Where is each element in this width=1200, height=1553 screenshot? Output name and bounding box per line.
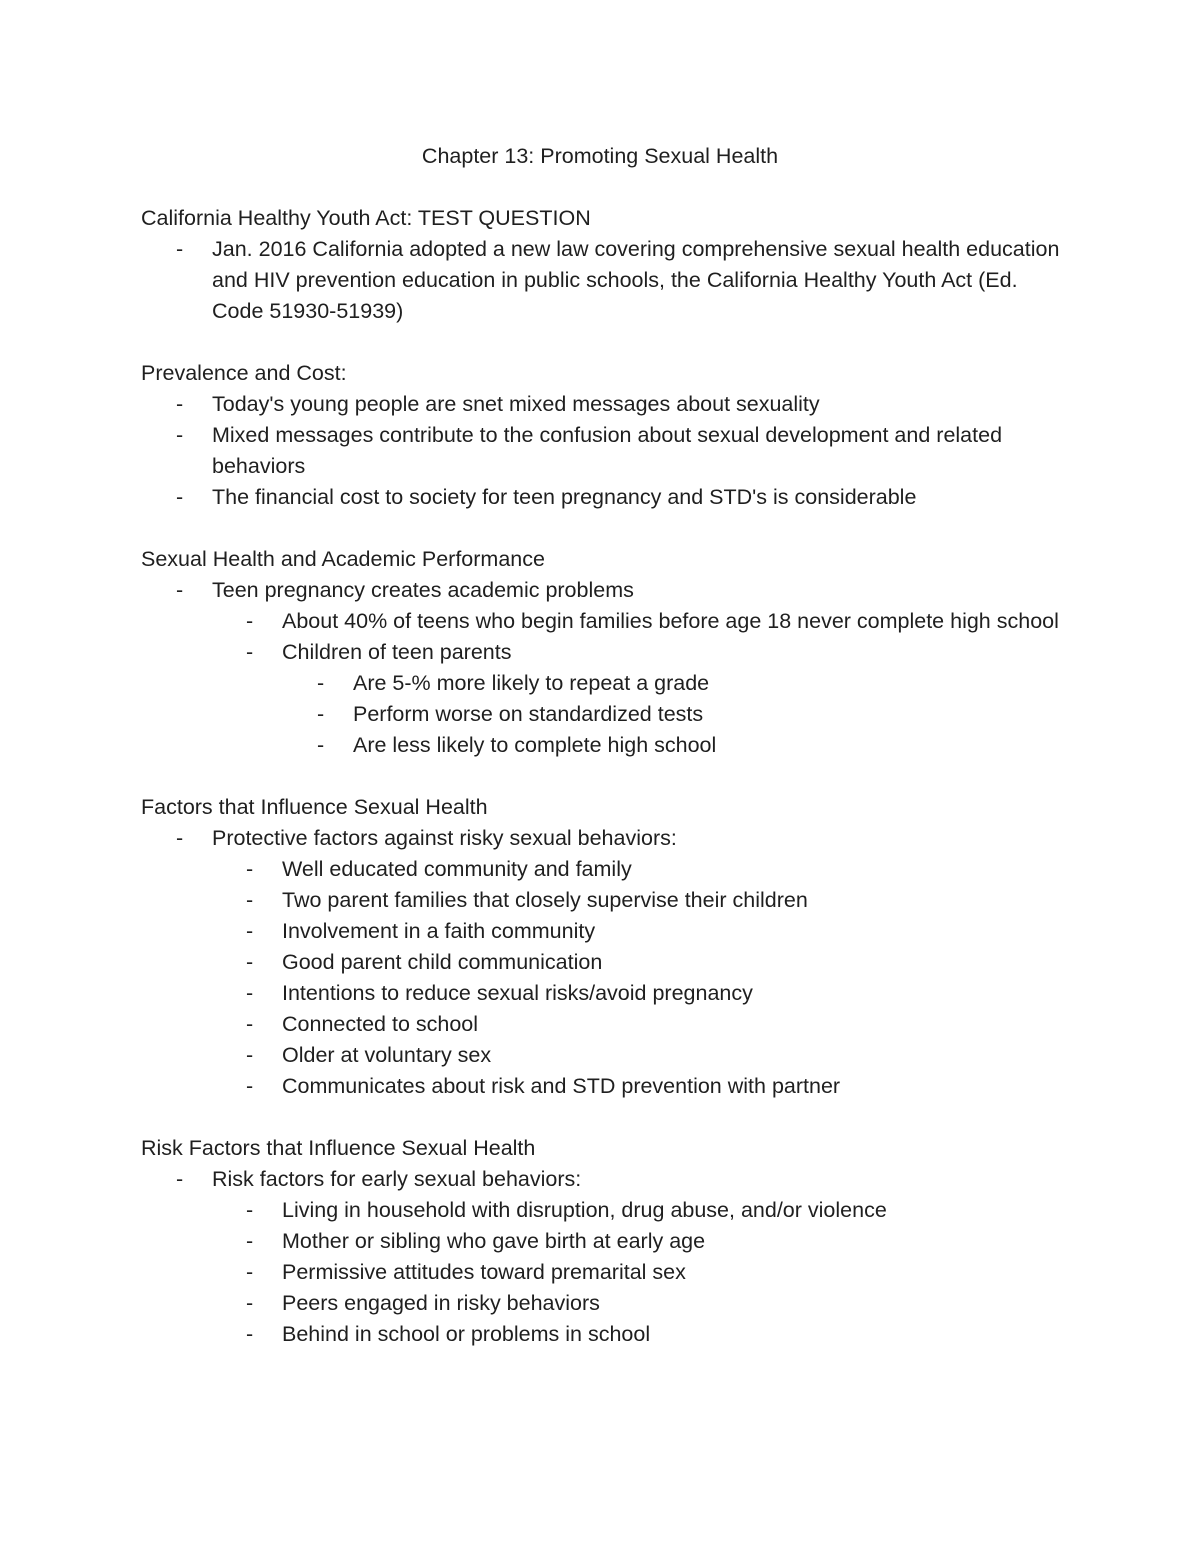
dash-bullet-icon: - — [176, 1167, 184, 1191]
list-item — [141, 1009, 1071, 1040]
bullet-list — [141, 1164, 1071, 1350]
list-item — [141, 916, 1071, 947]
dash-bullet-icon: - — [176, 423, 184, 447]
dash-bullet-icon: - — [246, 1012, 254, 1036]
list-item — [141, 1288, 1071, 1319]
section-heading: Risk Factors that Influence Sexual Health — [141, 1136, 536, 1160]
list-item-text: Communicates about risk and STD prevention with partner — [282, 1074, 841, 1098]
list-item-text: Two parent families that closely supervise their children — [282, 888, 808, 912]
list-item — [141, 1040, 1071, 1071]
section — [141, 544, 1071, 761]
list-item-text: Permissive attitudes toward premarital sex — [282, 1260, 686, 1284]
list-item — [141, 885, 1071, 916]
list-item-text: Well educated community and family — [282, 857, 632, 881]
list-item — [141, 978, 1071, 1009]
list-item-text: About 40% of teens who begin families before age 18 never complete high school — [282, 609, 1059, 633]
dash-bullet-icon: - — [246, 981, 254, 1005]
dash-bullet-icon: - — [317, 702, 325, 726]
section-heading: Sexual Health and Academic Performance — [141, 547, 545, 571]
section — [141, 203, 1071, 327]
dash-bullet-icon: - — [246, 1260, 254, 1284]
section-heading: Prevalence and Cost: — [141, 361, 347, 385]
dash-bullet-icon: - — [176, 826, 184, 850]
list-item — [141, 1195, 1071, 1226]
dash-bullet-icon: - — [246, 1198, 254, 1222]
list-item — [141, 823, 1071, 854]
dash-bullet-icon: - — [246, 609, 254, 633]
list-item-text: Today's young people are snet mixed messages about sexuality — [212, 392, 820, 416]
section-heading: California Healthy Youth Act: TEST QUESTION — [141, 206, 591, 230]
document-body — [141, 203, 1071, 1381]
list-item-text: Mixed messages contribute to the confusion about sexual development and related behaviors — [212, 423, 1003, 478]
page-title: Chapter 13: Promoting Sexual Health — [421, 144, 779, 168]
list-item — [141, 606, 1071, 637]
list-item — [141, 668, 1071, 699]
bullet-list — [141, 389, 1071, 513]
list-item — [141, 234, 1071, 327]
dash-bullet-icon: - — [246, 857, 254, 881]
dash-bullet-icon: - — [176, 485, 184, 509]
dash-bullet-icon: - — [317, 733, 325, 757]
list-item-text: Living in household with disruption, drug abuse, and/or violence — [282, 1198, 887, 1222]
dash-bullet-icon: - — [246, 1291, 254, 1315]
list-item — [141, 730, 1071, 761]
list-item-text: Children of teen parents — [282, 640, 512, 664]
bullet-list — [141, 234, 1071, 327]
list-item — [141, 637, 1071, 668]
list-item-text: Risk factors for early sexual behaviors: — [212, 1167, 582, 1191]
list-item-text: Mother or sibling who gave birth at early age — [282, 1229, 706, 1253]
dash-bullet-icon: - — [317, 671, 325, 695]
list-item — [141, 947, 1071, 978]
dash-bullet-icon: - — [246, 1043, 254, 1067]
list-item — [141, 389, 1071, 420]
dash-bullet-icon: - — [176, 578, 184, 602]
list-item-text: The financial cost to society for teen pregnancy and STD's is considerable — [212, 485, 917, 509]
dash-bullet-icon: - — [176, 392, 184, 416]
list-item — [141, 1226, 1071, 1257]
list-item-text: Jan. 2016 California adopted a new law covering comprehensive sexual health education and HIV prevention education in public schools, the California Healthy Youth Act (Ed. Code 51930-51939) — [212, 237, 1060, 323]
list-item — [141, 854, 1071, 885]
list-item — [141, 420, 1071, 482]
list-item — [141, 1257, 1071, 1288]
list-item-text: Are less likely to complete high school — [353, 733, 717, 757]
list-item-text: Peers engaged in risky behaviors — [282, 1291, 600, 1315]
bullet-list — [141, 575, 1071, 761]
list-item-text: Protective factors against risky sexual behaviors: — [212, 826, 677, 850]
bullet-list — [141, 823, 1071, 1102]
list-item-text: Involvement in a faith community — [282, 919, 596, 943]
dash-bullet-icon: - — [246, 1229, 254, 1253]
list-item-text: Teen pregnancy creates academic problems — [212, 578, 634, 602]
list-item — [141, 1164, 1071, 1195]
dash-bullet-icon: - — [246, 919, 254, 943]
list-item-text: Are 5-% more likely to repeat a grade — [353, 671, 710, 695]
section-heading: Factors that Influence Sexual Health — [141, 795, 488, 819]
dash-bullet-icon: - — [246, 1322, 254, 1346]
list-item-text: Connected to school — [282, 1012, 479, 1036]
list-item — [141, 1071, 1071, 1102]
section — [141, 1133, 1071, 1350]
list-item-text: Older at voluntary sex — [282, 1043, 492, 1067]
dash-bullet-icon: - — [176, 237, 184, 261]
list-item — [141, 699, 1071, 730]
dash-bullet-icon: - — [246, 950, 254, 974]
list-item — [141, 1319, 1071, 1350]
dash-bullet-icon: - — [246, 888, 254, 912]
list-item-text: Intentions to reduce sexual risks/avoid pregnancy — [282, 981, 753, 1005]
list-item — [141, 575, 1071, 606]
list-item-text: Behind in school or problems in school — [282, 1322, 651, 1346]
list-item-text: Good parent child communication — [282, 950, 603, 974]
list-item-text: Perform worse on standardized tests — [353, 702, 704, 726]
dash-bullet-icon: - — [246, 640, 254, 664]
section — [141, 792, 1071, 1102]
list-item — [141, 482, 1071, 513]
section — [141, 358, 1071, 513]
dash-bullet-icon: - — [246, 1074, 254, 1098]
